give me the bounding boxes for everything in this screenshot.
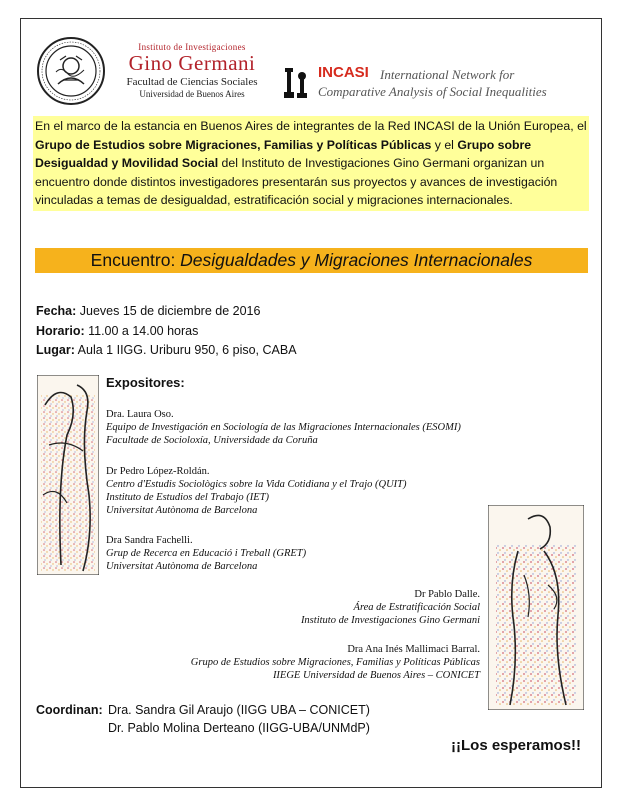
speakers-heading: Expositores:	[106, 375, 185, 390]
time-value: 11.00 a 14.00 horas	[84, 323, 199, 338]
germani-line1: Instituto de Investigaciones	[138, 42, 246, 52]
speaker-affiliation: Universitat Autònoma de Barcelona	[106, 561, 258, 572]
speaker-affiliation: Grup de Recerca en Educació i Treball (GRET)	[106, 548, 307, 559]
speaker-affiliation: Instituto de Estudios del Trabajo (IET)	[106, 492, 270, 503]
coordination-row-1	[36, 701, 370, 719]
intro-text-2: y el	[431, 137, 458, 152]
place-label: Lugar:	[36, 343, 75, 357]
uba-seal-logo	[36, 36, 106, 106]
time-label: Horario:	[36, 323, 85, 338]
coordination-block	[36, 701, 370, 737]
speaker-affiliation: Facultade de Socioloxía, Universidade da Coruña	[106, 435, 318, 446]
event-title-banner	[35, 248, 588, 273]
speaker-mallimaci	[191, 643, 480, 682]
intro-paragraph	[33, 116, 589, 211]
date-label: Fecha:	[36, 304, 77, 318]
incasi-title: INCASI	[318, 64, 369, 81]
germani-line4: Universidad de Buenos Aires	[139, 89, 245, 99]
speaker-name: Dr Pablo Dalle.	[414, 589, 480, 600]
speaker-affiliation: Centro d'Estudis Sociològics sobre la Vida Cotidiana y el Trajo (QUIT)	[106, 479, 407, 490]
speaker-affiliation: Universitat Autònoma de Barcelona	[106, 505, 258, 516]
speaker-affiliation: Grupo de Estudios sobre Migraciones, Familias y Políticas Públicas	[190, 657, 480, 668]
speaker-dalle	[301, 588, 480, 627]
speaker-oso	[106, 408, 461, 447]
germani-line3: Facultad de Ciencias Sociales	[126, 76, 258, 88]
place-row	[36, 341, 297, 361]
speaker-fachelli	[106, 534, 306, 573]
speaker-affiliation: IIEGE Universidad de Buenos Aires – CONICET	[272, 670, 480, 681]
sketch-illustration-right	[488, 505, 584, 710]
date-value: Jueves 15 de diciembre de 2016	[76, 304, 261, 318]
speaker-name: Dr Pedro López-Roldán.	[106, 466, 210, 477]
germani-logo	[112, 42, 272, 100]
speaker-name: Dra. Laura Oso.	[106, 409, 174, 420]
speaker-affiliation: Instituto de Investigaciones Gino Germani	[300, 615, 480, 626]
coordinator-2: Dr. Pablo Molina Derteano (IIGG-UBA/UNMdP)	[108, 721, 370, 735]
intro-text-3: del Instituto de Investigaciones Gino Germani organizan un encuentro donde distintos investigadores presentarán sus proyectos y avances de investigación vinculadas a temas de desigualdad, estratificación social y migraciones internacionales.	[35, 156, 558, 207]
date-row	[36, 302, 297, 322]
time-row	[36, 322, 297, 342]
incasi-subtitle-1: International Network for	[380, 67, 515, 82]
speaker-name: Dra Ana Inés Mallimaci Barral.	[347, 644, 480, 655]
event-details	[36, 302, 297, 361]
place-value: Aula 1 IIGG. Uriburu 950, 6 piso, CABA	[74, 343, 297, 357]
chess-pieces-icon	[282, 64, 312, 102]
germani-line2: Gino Germani	[128, 51, 256, 75]
intro-bold-2: Grupo sobre Desigualdad y Movilidad Social	[35, 137, 532, 170]
coordination-label: Coordinan:	[36, 703, 103, 717]
speaker-affiliation: Equipo de Investigación en Sociología de las Migraciones Internacionales (ESOMI)	[106, 422, 461, 433]
intro-text-1: En el marco de la estancia en Buenos Aires de integrantes de la Red INCASI de la Unión Europea, el	[35, 119, 587, 133]
speaker-lopez-roldan	[106, 465, 407, 517]
intro-bold-1: Grupo de Estudios sobre Migraciones, Familias y Políticas Públicas	[35, 137, 432, 152]
banner-title: Desigualdades y Migraciones Internacionales	[180, 250, 533, 270]
sketch-illustration-left	[37, 375, 99, 575]
speaker-affiliation: Área de Estratificación Social	[353, 602, 480, 613]
speaker-name: Dra Sandra Fachelli.	[106, 535, 193, 546]
banner-prefix: Encuentro:	[90, 250, 181, 270]
closing-text: ¡¡Los esperamos!!	[451, 737, 582, 754]
incasi-subtitle-2: Comparative Analysis of Social Inequalities	[318, 84, 547, 99]
coordinator-1: Dra. Sandra Gil Araujo (IIGG UBA – CONICET)	[108, 703, 370, 717]
